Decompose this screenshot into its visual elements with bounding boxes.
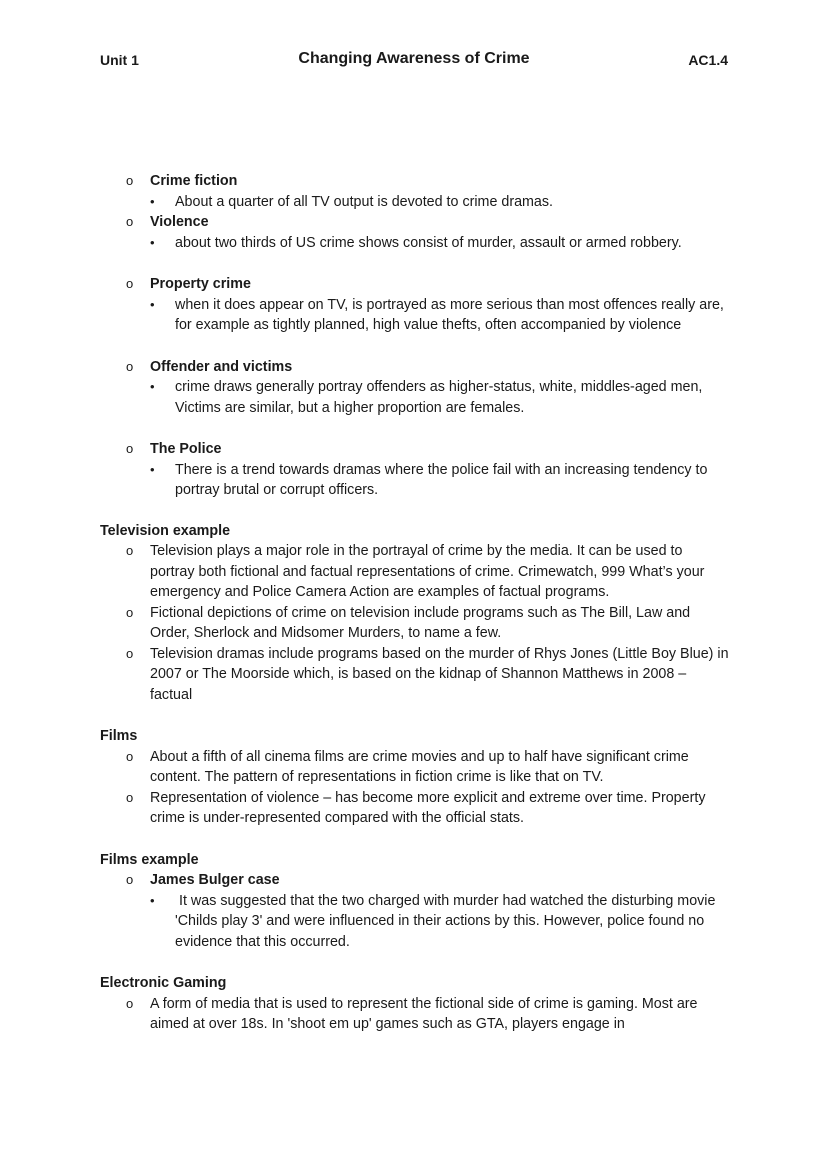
television-example-list: [100, 541, 730, 705]
bullet-text: It was suggested that the two charged with murder had watched the disturbing movie 'Childs play 3' and were influenced in their actions by this. However, police found no evidence that this occurred.: [175, 892, 716, 950]
topic-crime-fiction: [100, 171, 730, 212]
bullet-dot: •: [150, 892, 155, 908]
hollow-bullet: o: [126, 173, 134, 188]
hollow-bullet: o: [126, 214, 134, 229]
bullet-dot: •: [150, 379, 155, 394]
topic-title: Violence: [150, 214, 209, 230]
section-heading-films: Films: [100, 728, 138, 744]
topic-violence: [100, 212, 730, 253]
item-text: Fictional depictions of crime on television include programs such as The Bill, Law and Order, Sherlock and Midsomer Murders, to name a few.: [150, 604, 691, 641]
bullet-text: when it does appear on TV, is portrayed as more serious than most offences really are, for example as tightly planned, high value thefts, often accompanied by violence: [175, 296, 724, 333]
topic-bullet: [150, 233, 730, 254]
section-heading-television-example: Television example: [100, 522, 231, 539]
topic-title: Property crime: [150, 276, 251, 292]
bullet-text: There is a trend towards dramas where the police fail with an increasing tendency to portray brutal or corrupt officers.: [175, 461, 708, 498]
case-title: James Bulger case: [150, 872, 280, 888]
topic-list-2: [100, 274, 730, 336]
section-heading-electronic-gaming: Electronic Gaming: [100, 975, 227, 991]
page-title: Changing Awareness of Crime: [298, 50, 530, 67]
list-item: [100, 603, 730, 644]
topic-list: [100, 171, 730, 253]
bullet-dot: •: [150, 234, 155, 250]
case-bullet: [150, 891, 730, 953]
hollow-bullet: o: [126, 543, 134, 558]
topic-bullet: [150, 377, 730, 418]
topic-bullet: [150, 192, 730, 213]
hollow-bullet: o: [126, 645, 134, 661]
hollow-bullet: o: [126, 358, 134, 374]
document-body: [100, 171, 730, 1035]
header-code: AC1.4: [688, 52, 728, 68]
bullet-text: about two thirds of US crime shows consist of murder, assault or armed robbery.: [175, 234, 682, 251]
topic-list-3: [100, 357, 730, 419]
list-item: [100, 788, 730, 829]
item-text: Representation of violence – has become more explicit and extreme over time. Property crime is under-represented compared with the official stats.: [150, 789, 706, 826]
hollow-bullet: o: [126, 995, 134, 1011]
item-text: Television dramas include programs based on the murder of Rhys Jones (Little Boy Blue) in 2007 or The Moorside which, is based on the kidnap of Shannon Matthews in 2008 – factual: [150, 645, 729, 703]
topic-title: Crime fiction: [150, 173, 238, 189]
bullet-text: crime draws generally portray offenders as higher-status, white, middles-aged men, Victims are similar, but a higher proportion are females.: [175, 379, 703, 416]
hollow-bullet: o: [126, 441, 134, 456]
hollow-bullet: o: [126, 604, 134, 620]
topic-offender-victims: [100, 357, 730, 419]
hollow-bullet: o: [126, 789, 134, 805]
hollow-bullet: o: [126, 748, 134, 764]
topic-bullet: [150, 460, 730, 501]
topic-list-4: [100, 439, 730, 501]
list-item: [100, 870, 730, 952]
films-list: [100, 747, 730, 829]
list-item: [100, 994, 730, 1035]
topic-title: Offender and victims: [150, 358, 293, 375]
topic-police: [100, 439, 730, 501]
films-example-list: [100, 870, 730, 952]
section-heading-films-example: Films example: [100, 851, 199, 868]
bullet-dot: •: [150, 461, 155, 477]
topic-bullet: [150, 295, 730, 336]
bullet-text: About a quarter of all TV output is devoted to crime dramas.: [175, 193, 554, 210]
item-text: About a fifth of all cinema films are crime movies and up to half have significant crime content. The pattern of representations in fiction crime is like that on TV.: [150, 748, 689, 785]
hollow-bullet: o: [126, 872, 134, 887]
list-item: [100, 747, 730, 788]
list-item: [100, 541, 730, 603]
list-item: [100, 644, 730, 706]
bullet-dot: •: [150, 193, 155, 209]
bullet-dot: •: [150, 296, 155, 312]
electronic-gaming-list: [100, 994, 730, 1035]
header-unit: Unit 1: [100, 52, 139, 68]
item-text: Television plays a major role in the portrayal of crime by the media. It can be used to portray both fictional and factual representations of crime. Crimewatch, 999 What’s your emergency and Police Camera Action are examples of factual programs.: [150, 543, 705, 600]
hollow-bullet: o: [126, 276, 134, 291]
topic-property-crime: [100, 274, 730, 336]
item-text: A form of media that is used to represent the fictional side of crime is gaming. Most are aimed at over 18s. In 'shoot em up' games such as GTA, players engage in: [150, 995, 698, 1032]
topic-title: The Police: [150, 441, 222, 457]
